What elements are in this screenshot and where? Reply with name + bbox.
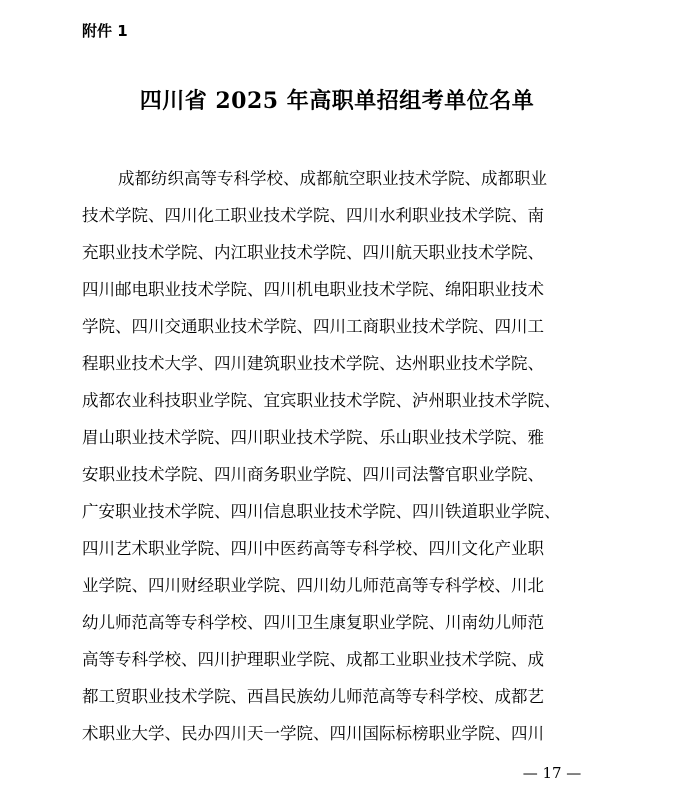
paragraph-line: 都工贸职业技术学院、西昌民族幼儿师范高等专科学校、成都艺: [82, 687, 544, 706]
paragraph-line: 技术学院、四川化工职业技术学院、四川水利职业技术学院、南: [82, 206, 544, 225]
paragraph-line: 广安职业技术学院、四川信息职业技术学院、四川铁道职业学院、: [82, 502, 561, 521]
paragraph-line: 四川邮电职业技术学院、四川机电职业技术学院、绵阳职业技术: [82, 280, 544, 299]
paragraph-line: 眉山职业技术学院、四川职业技术学院、乐山职业技术学院、雅: [82, 428, 544, 447]
paragraph-line: 成都纺织高等专科学校、成都航空职业技术学院、成都职业: [118, 169, 547, 188]
attachment-label: 附件 1: [82, 22, 128, 40]
paragraph-line: 业学院、四川财经职业学院、四川幼儿师范高等专科学校、川北: [82, 576, 544, 595]
paragraph-line: 学院、四川交通职业技术学院、四川工商职业技术学院、四川工: [82, 317, 544, 336]
document-title: 四川省 2025 年高职单招组考单位名单: [139, 88, 535, 114]
page-number: — 17 —: [522, 764, 582, 782]
paragraph-line: 充职业技术学院、内江职业技术学院、四川航天职业技术学院、: [82, 243, 544, 262]
paragraph-line: 术职业大学、民办四川天一学院、四川国际标榜职业学院、四川: [82, 724, 544, 743]
paragraph-line: 成都农业科技职业学院、宜宾职业技术学院、泸州职业技术学院、: [82, 391, 561, 410]
paragraph-line: 安职业技术学院、四川商务职业学院、四川司法警官职业学院、: [82, 465, 544, 484]
paragraph-line: 程职业技术大学、四川建筑职业技术学院、达州职业技术学院、: [82, 354, 544, 373]
body-paragraph: [82, 160, 602, 752]
paragraph-line: 四川艺术职业学院、四川中医药高等专科学校、四川文化产业职: [82, 539, 544, 558]
paragraph-line: 幼儿师范高等专科学校、四川卫生康复职业学院、川南幼儿师范: [82, 613, 544, 632]
paragraph-line: 高等专科学校、四川护理职业学院、成都工业职业技术学院、成: [82, 650, 544, 669]
